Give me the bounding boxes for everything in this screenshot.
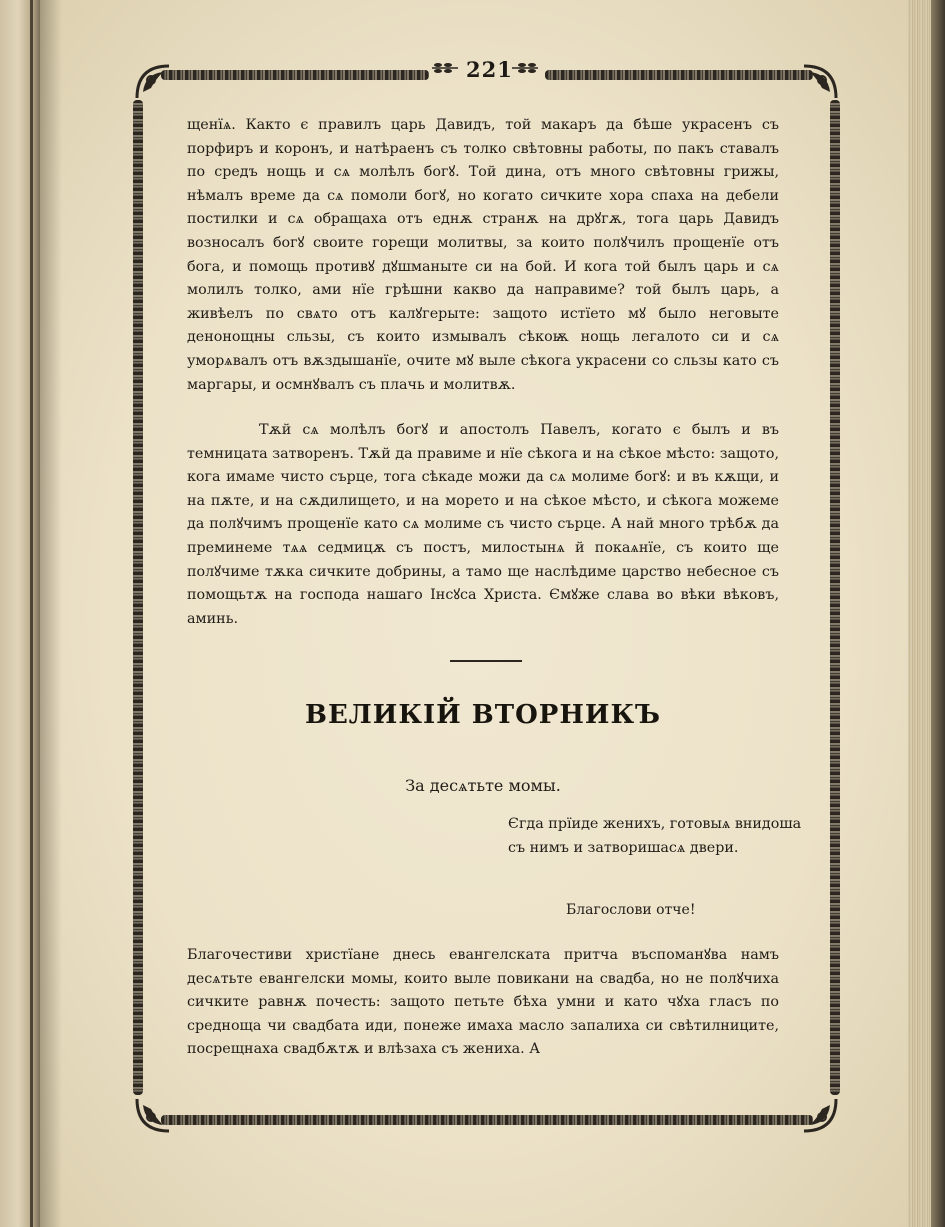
border-bottom-rope bbox=[161, 1115, 813, 1125]
body-paragraph: Благочестиви христїане днесь евангелската притча въспоманꙋва намъ десѧтьте евангелски момы, които выле повикани на свадба, но не полꙋчиха сичките равнѫ почесть: защото петьте бѣха умни и като чꙋха гласъ по средноща чи свадбата иди, понеже имаха масло запалиха си свѣтилниците, посрещнаха свадбѫтѫ и влѣзаха съ жениха. А bbox=[187, 947, 779, 1058]
border-right-rope bbox=[830, 100, 840, 1095]
border-left-rope bbox=[133, 100, 143, 1095]
left-page-edge bbox=[0, 0, 40, 1227]
corner-ornament-icon bbox=[800, 62, 840, 102]
laurel-ornament-icon bbox=[430, 62, 460, 74]
epigraph: Єгда прїиде женихъ, готовыѧ внидоша съ нимъ и затворишасѧ двери. bbox=[508, 816, 802, 856]
body-paragraph: Тѫй сѧ молѣлъ богꙋ и апостолъ Павелъ, когато є былъ и въ темницата затворенъ. Тѫй да правиме и нїе сѣкога и на сѣкое мѣсто: защото, кога имаме чисто сърце, тога сѣкаде можи да сѧ молиме богꙋ: и въ кѫщи, и на пѫте, и на сѫдилището, и на морето и на сѣкое мѣсто, и сѣкога можеме да полꙋчимъ прощенїе като сѧ молиме съ чисто сърце. А най много трѣбѫ да преминеме тѧѧ седмицѫ съ постъ, милостынѧ й покаѧнїе, съ които ще полꙋчиме тѫка сичките добрины, а тамо ще наслѣдиме царство небесное съ помощьтѫ на господа нашаго Інсꙋса Христа. Ємꙋже слава во вѣки вѣковъ, аминь. bbox=[187, 422, 779, 627]
border-top-left-rope bbox=[161, 70, 429, 80]
page-number: 221 bbox=[466, 57, 513, 82]
book-cover-edge bbox=[931, 0, 945, 1227]
corner-ornament-icon bbox=[133, 1095, 173, 1135]
border-top-right-rope bbox=[545, 70, 813, 80]
binding-gutter bbox=[30, 0, 33, 1227]
section-divider bbox=[450, 660, 522, 662]
laurel-ornament-icon bbox=[510, 62, 540, 74]
body-paragraph: щенїѧ. Както є правилъ царь Давидъ, той макаръ да бѣше украсенъ съ порфиръ и коронъ, и натѣраенъ съ толко свѣтовны работы, по пакъ ставалъ по средъ нощь и сѧ молѣлъ богꙋ. Той дина, отъ много свѣтовны грижы, нѣмалъ време да сѧ помоли богꙋ, но когато сичките хора спаха на дебели постилки и сѧ обращаха отъ еднѫ странѫ на дрꙋгѫ, тога царь Давидъ возносалъ богꙋ своите горещи молитвы, за които полꙋчилъ прощенїе отъ бога, и помощь противꙋ дꙋшманыте си на бой. И кога той былъ царь и сѧ молилъ толко, ами нїе грѣшни какво да направиме? той былъ царь, а живѣелъ по свѧто отъ калꙋгерыте: защото истїето мꙋ было неговыте денонощны сльзы, съ които измывалъ сѣкоѭ нощь легалото си и сѧ уморѧвалъ отъ вѫздышанїе, очите мꙋ выле сѣкога украсени со сльзы като съ маргары, и осмнꙋвалъ съ плачь и молитвѫ. bbox=[187, 117, 779, 393]
section-subtitle: За десѧтьте момы. bbox=[405, 776, 561, 795]
corner-ornament-icon bbox=[133, 62, 173, 102]
section-title: ВЕЛИКІЙ ВТОРНИКЪ bbox=[305, 700, 661, 730]
blessing-line: Благослови отче! bbox=[566, 902, 696, 918]
gutter-shadow bbox=[40, 0, 62, 1227]
corner-ornament-icon bbox=[800, 1095, 840, 1135]
